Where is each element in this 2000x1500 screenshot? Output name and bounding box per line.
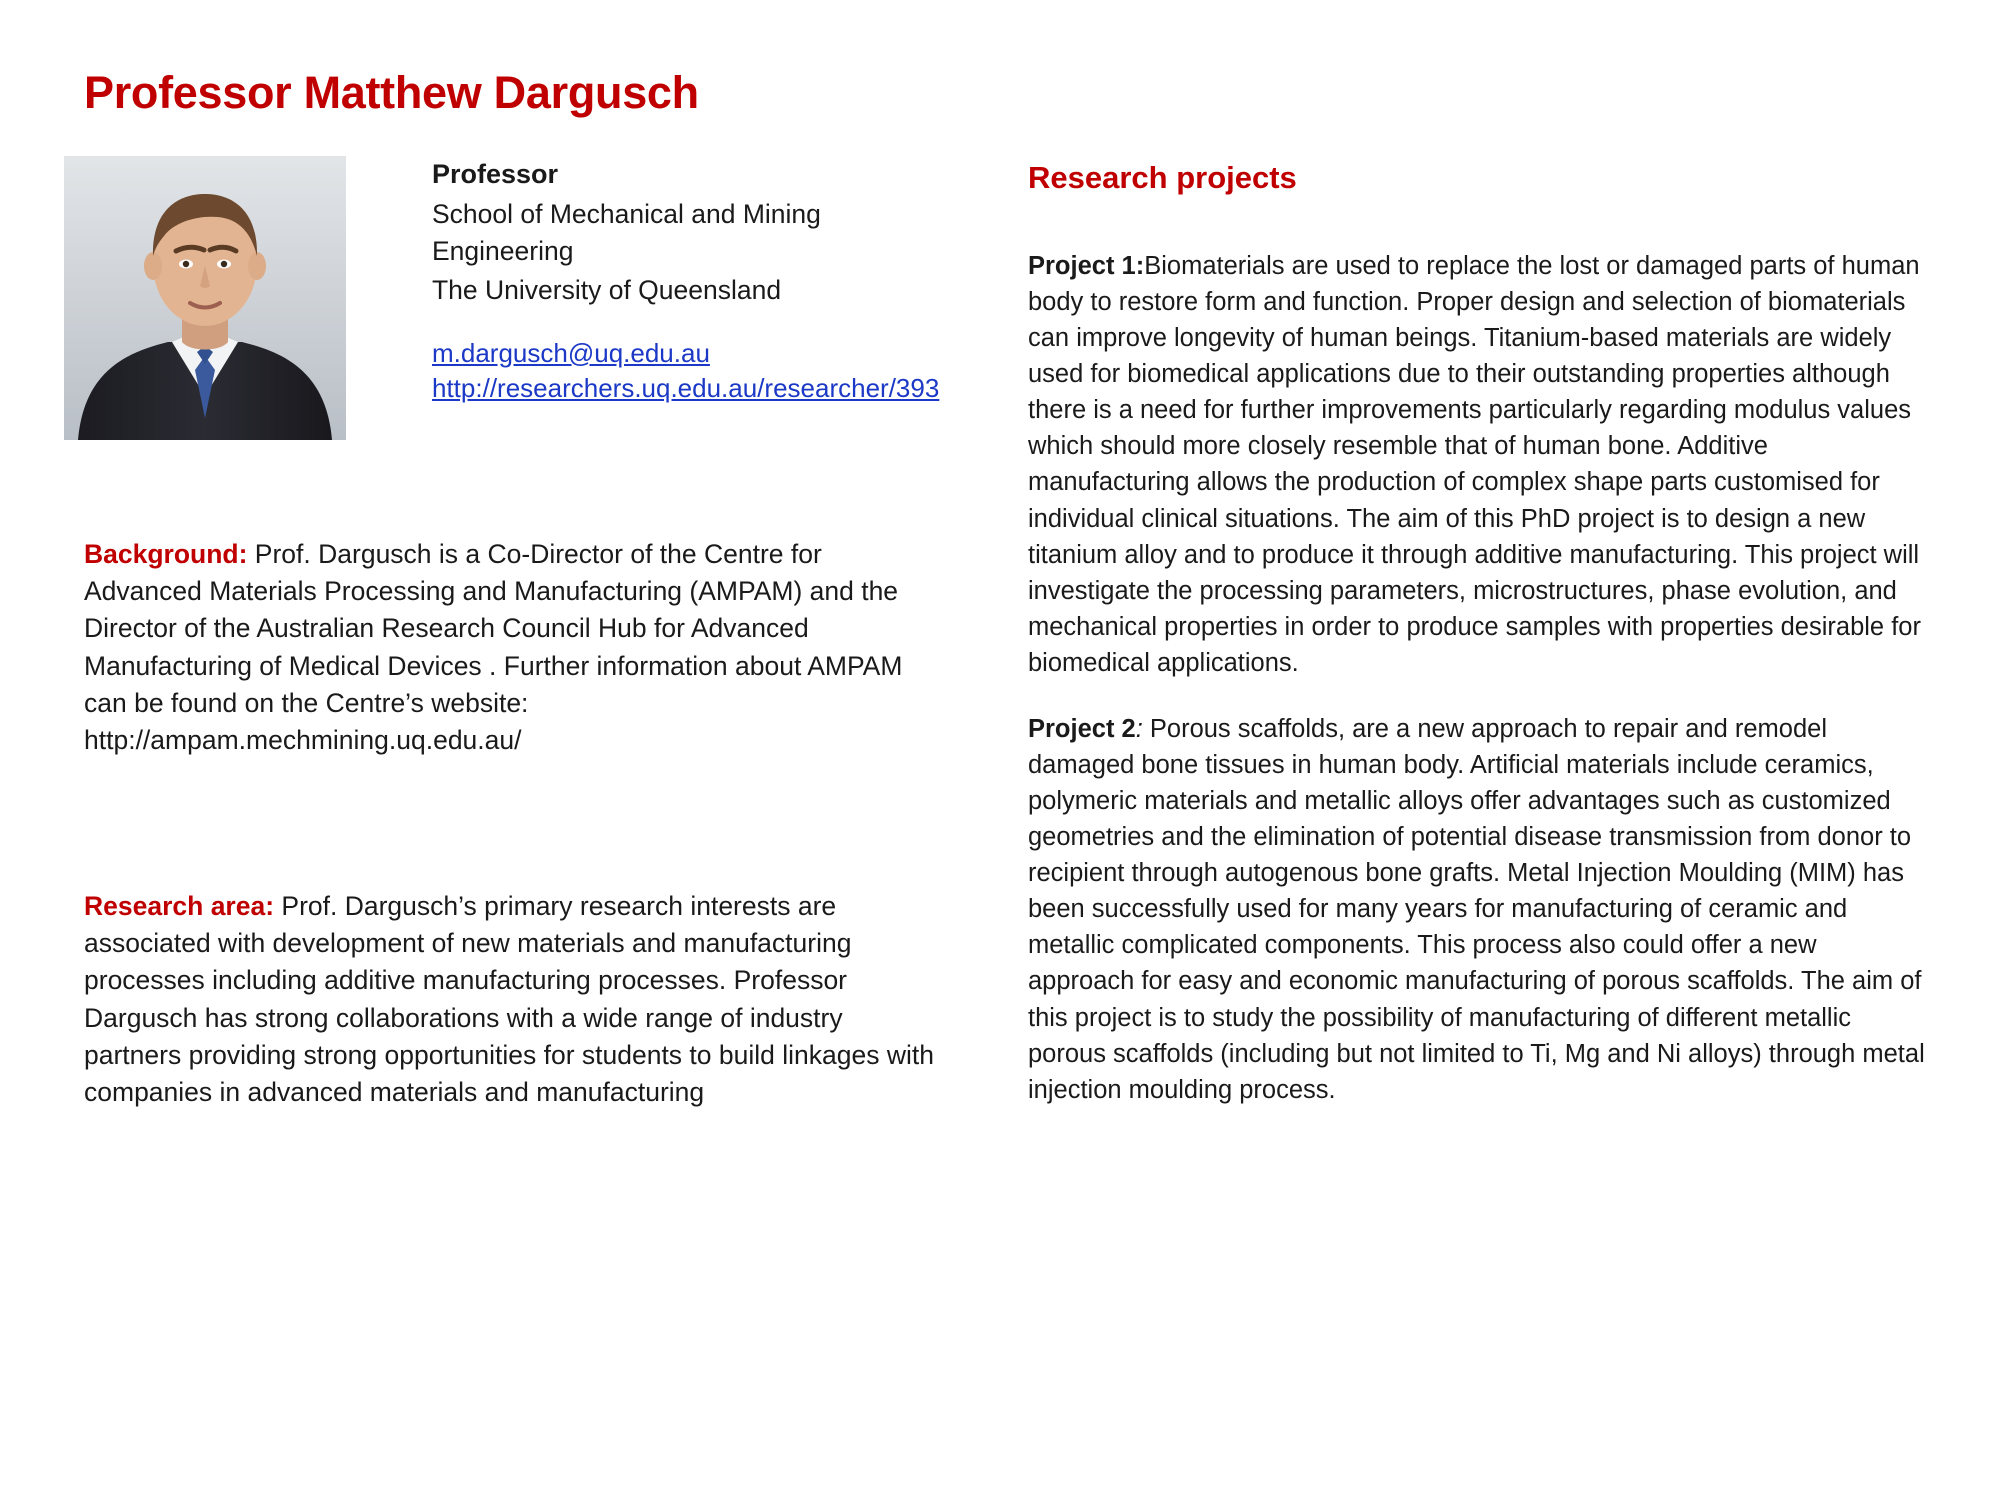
project-name: Project 2 — [1028, 714, 1136, 743]
portrait-photo — [64, 156, 346, 440]
project-separator: : — [1135, 714, 1150, 743]
project-text: Porous scaffolds, are a new approach to repair and remodel damaged bone tissues in human body. Artificial materials include ceramics, polymeric materials and metallic alloys offer advantages such as customized geometries and the elimination of potential disease transmission from donor to recipient through autogenous bone grafts. Metal Injection Moulding (MIM) has been successfully used for many years for manufacturing of ceramic and metallic complicated components. This process also could offer a new approach for easy and economic manufacturing of porous scaffolds. The aim of this project is to study the possibility of manufacturing of different metallic porous scaffolds (including but not limited to Ti, Mg and Ni alloys) through metal injection moulding process. — [1028, 714, 1925, 1104]
project-paragraph — [1028, 248, 1928, 681]
profile-role: Professor — [432, 158, 559, 189]
page-title: Professor Matthew Dargusch — [84, 67, 699, 118]
profile-school: School of Mechanical and Mining Engineering — [432, 199, 821, 267]
project-paragraph — [1028, 711, 1928, 1108]
project-name: Project 1 — [1028, 252, 1136, 280]
background-paragraph — [84, 536, 944, 760]
profile-block — [84, 156, 944, 416]
background-text: Prof. Dargusch is a Co-Director of the Centre for Advanced Materials Processing and Manufacturing (AMPAM) and the Director of the Australian Research Council Hub for Advanced Manufacturing of Medical Devices . Further information about AMPAM can be found on the Centre’s website: http://ampam.mechmining.uq.edu.au/ — [84, 538, 903, 756]
profile-details — [432, 156, 944, 408]
left-column — [84, 68, 944, 1138]
email-link[interactable]: m.dargusch@uq.edu.au — [432, 337, 710, 368]
research-area-paragraph — [84, 888, 944, 1112]
project-separator: : — [1135, 252, 1145, 280]
research-area-text: Prof. Dargusch’s primary research interests are associated with development of new materials and manufacturing processes including additive manufacturing processes. Professor Dargusch has strong collaborations with a wide range of industry partners providing strong opportunities for students to build linkages with companies in advanced materials and manufacturing — [84, 890, 934, 1108]
profile-url-link[interactable]: http://researchers.uq.edu.au/researcher/393 — [432, 373, 940, 404]
research-area-label: Research area: — [84, 890, 275, 921]
right-column — [1028, 160, 1928, 1138]
project-text: Biomaterials are used to replace the lost or damaged parts of human body to restore form and function. Proper design and selection of biomaterials can improve longevity of human beings. Titanium-based materials are widely used for biomedical applications due to their outstanding properties although there is a need for further improvements particularly regarding modulus values which should more closely resemble that of human bone. Additive manufacturing allows the production of complex shape parts customised for individual clinical situations. The aim of this PhD project is to design a new titanium alloy and to produce it through additive manufacturing. This project will investigate the processing parameters, microstructures, phase evolution, and mechanical properties in order to produce samples with properties desirable for biomedical applications. — [1028, 252, 1921, 677]
profile-university: The University of Queensland — [432, 275, 782, 306]
research-projects-heading: Research projects — [1028, 160, 1297, 195]
contact-links — [432, 336, 944, 408]
background-label: Background: — [84, 538, 248, 569]
